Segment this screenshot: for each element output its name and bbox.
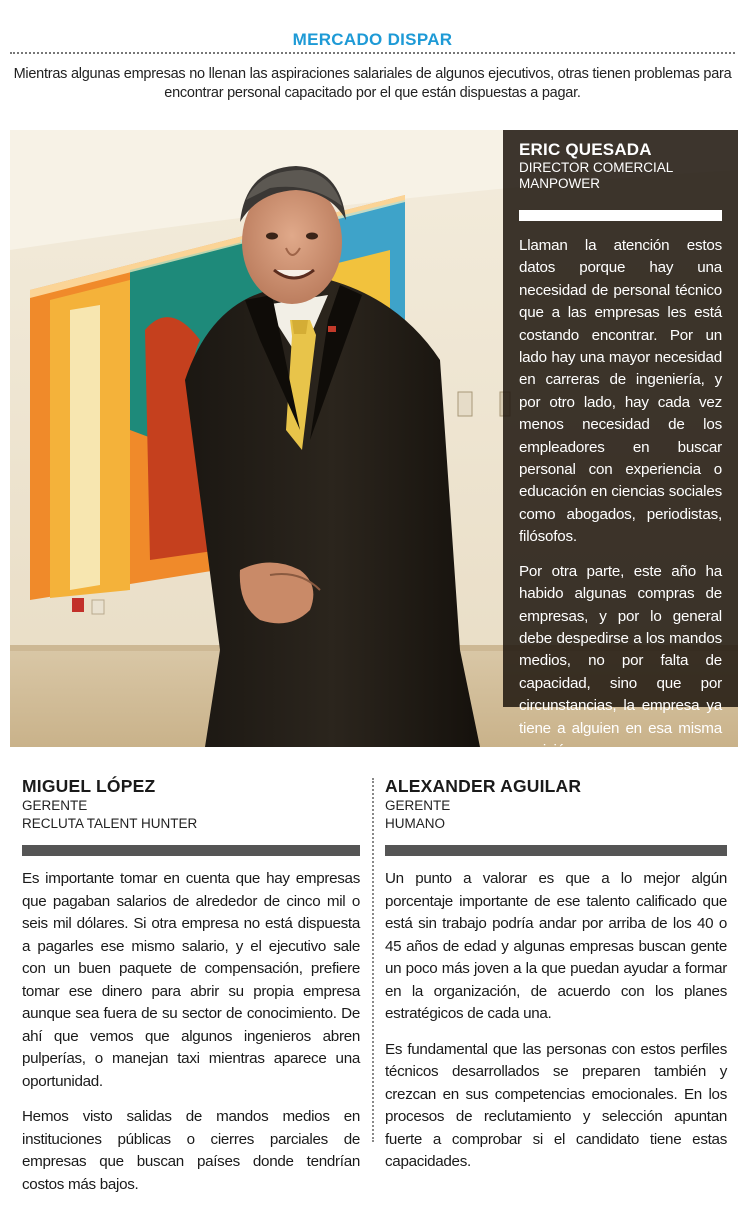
left-company: RECLUTA TALENT HUNTER — [22, 816, 198, 831]
section-header — [10, 28, 735, 56]
left-name: MIGUEL LÓPEZ — [22, 776, 156, 796]
section-title: MERCADO DISPAR — [287, 30, 459, 49]
featured-quote-box — [503, 130, 738, 759]
left-column — [22, 775, 360, 1209]
featured-paragraph-2: Por otra parte, este año ha habido algunas compras de empresas, y por lo general debe despedirse a los mandos medios, no por falta de capacidad, sino que por circunstancias, la empresa ya tiene a alguien en esa misma posición. — [519, 562, 722, 759]
left-paragraph-1: Es importante tomar en cuenta que hay empresas que pagaban salarios de alrededor de cinco mil o seis mil dólares. Si otra empresa no está dispuesta a pagarles ese mismo salario, y el ejecutivo sale con un buen paquete de compensación, prefiere tomar ese dinero para abrir su propia empresa aunque sea fuera de su sector de conocimiento. De ahí que vemos que algunos ingenieros abren pulperías, o manejan taxi mientras aparece una oportunidad. — [22, 870, 360, 1090]
right-divider-bar — [385, 845, 727, 856]
featured-company: MANPOWER — [519, 176, 600, 191]
right-department: HUMANO — [385, 816, 445, 831]
featured-name: ERIC QUESADA — [519, 140, 652, 159]
right-column — [385, 775, 727, 1187]
dotted-rule — [10, 52, 735, 54]
right-role: GERENTE — [385, 798, 451, 813]
right-paragraph-2: Es fundamental que las personas con estos perfiles técnicos desarrollados se preparen también y crezcan en sus competencias emocionales. En los procesos de reclutamiento y selección apuntan fuerte a comprobar si el candidato tiene estas capacidades. — [385, 1040, 727, 1170]
column-divider — [372, 778, 374, 1142]
intro-text: Mientras algunas empresas no llenan las aspiraciones salariales de algunos ejecutivos, otras tienen problemas para encontrar personal capacitado por el que están dispuestas a pagar. — [13, 66, 732, 101]
featured-role: DIRECTOR COMERCIAL — [519, 160, 674, 175]
right-name: ALEXANDER AGUILAR — [385, 776, 582, 796]
left-paragraph-2: Hemos visto salidas de mandos medios en instituciones públicas o cierres parciales de empresas que buscan países donde tendrían costos más bajos. — [22, 1108, 360, 1193]
featured-paragraph-1: Llaman la atención estos datos porque hay una necesidad de personal técnico que a las empresas les está costando encontrar. Por un lado hay una mayor necesidad en carreras de ingeniería, y por otro lado, hay cada vez menos necesidad de los empleadores en buscar personal con experiencia o educación en ciencias sociales como abogados, periodistas, filósofos. — [519, 237, 722, 546]
featured-divider-bar — [519, 210, 722, 221]
left-role: GERENTE — [22, 798, 88, 813]
right-paragraph-1: Un punto a valorar es que a lo mejor algún porcentaje importante de ese talento calificado que está sin trabajo podría andar por arriba de los 40 o 45 años de edad y algunas empresas buscan gente un poco más joven a la que puedan ayudar a formar en la organización, de acuerdo con los planes estratégicos de cada una. — [385, 870, 727, 1022]
left-divider-bar — [22, 845, 360, 856]
